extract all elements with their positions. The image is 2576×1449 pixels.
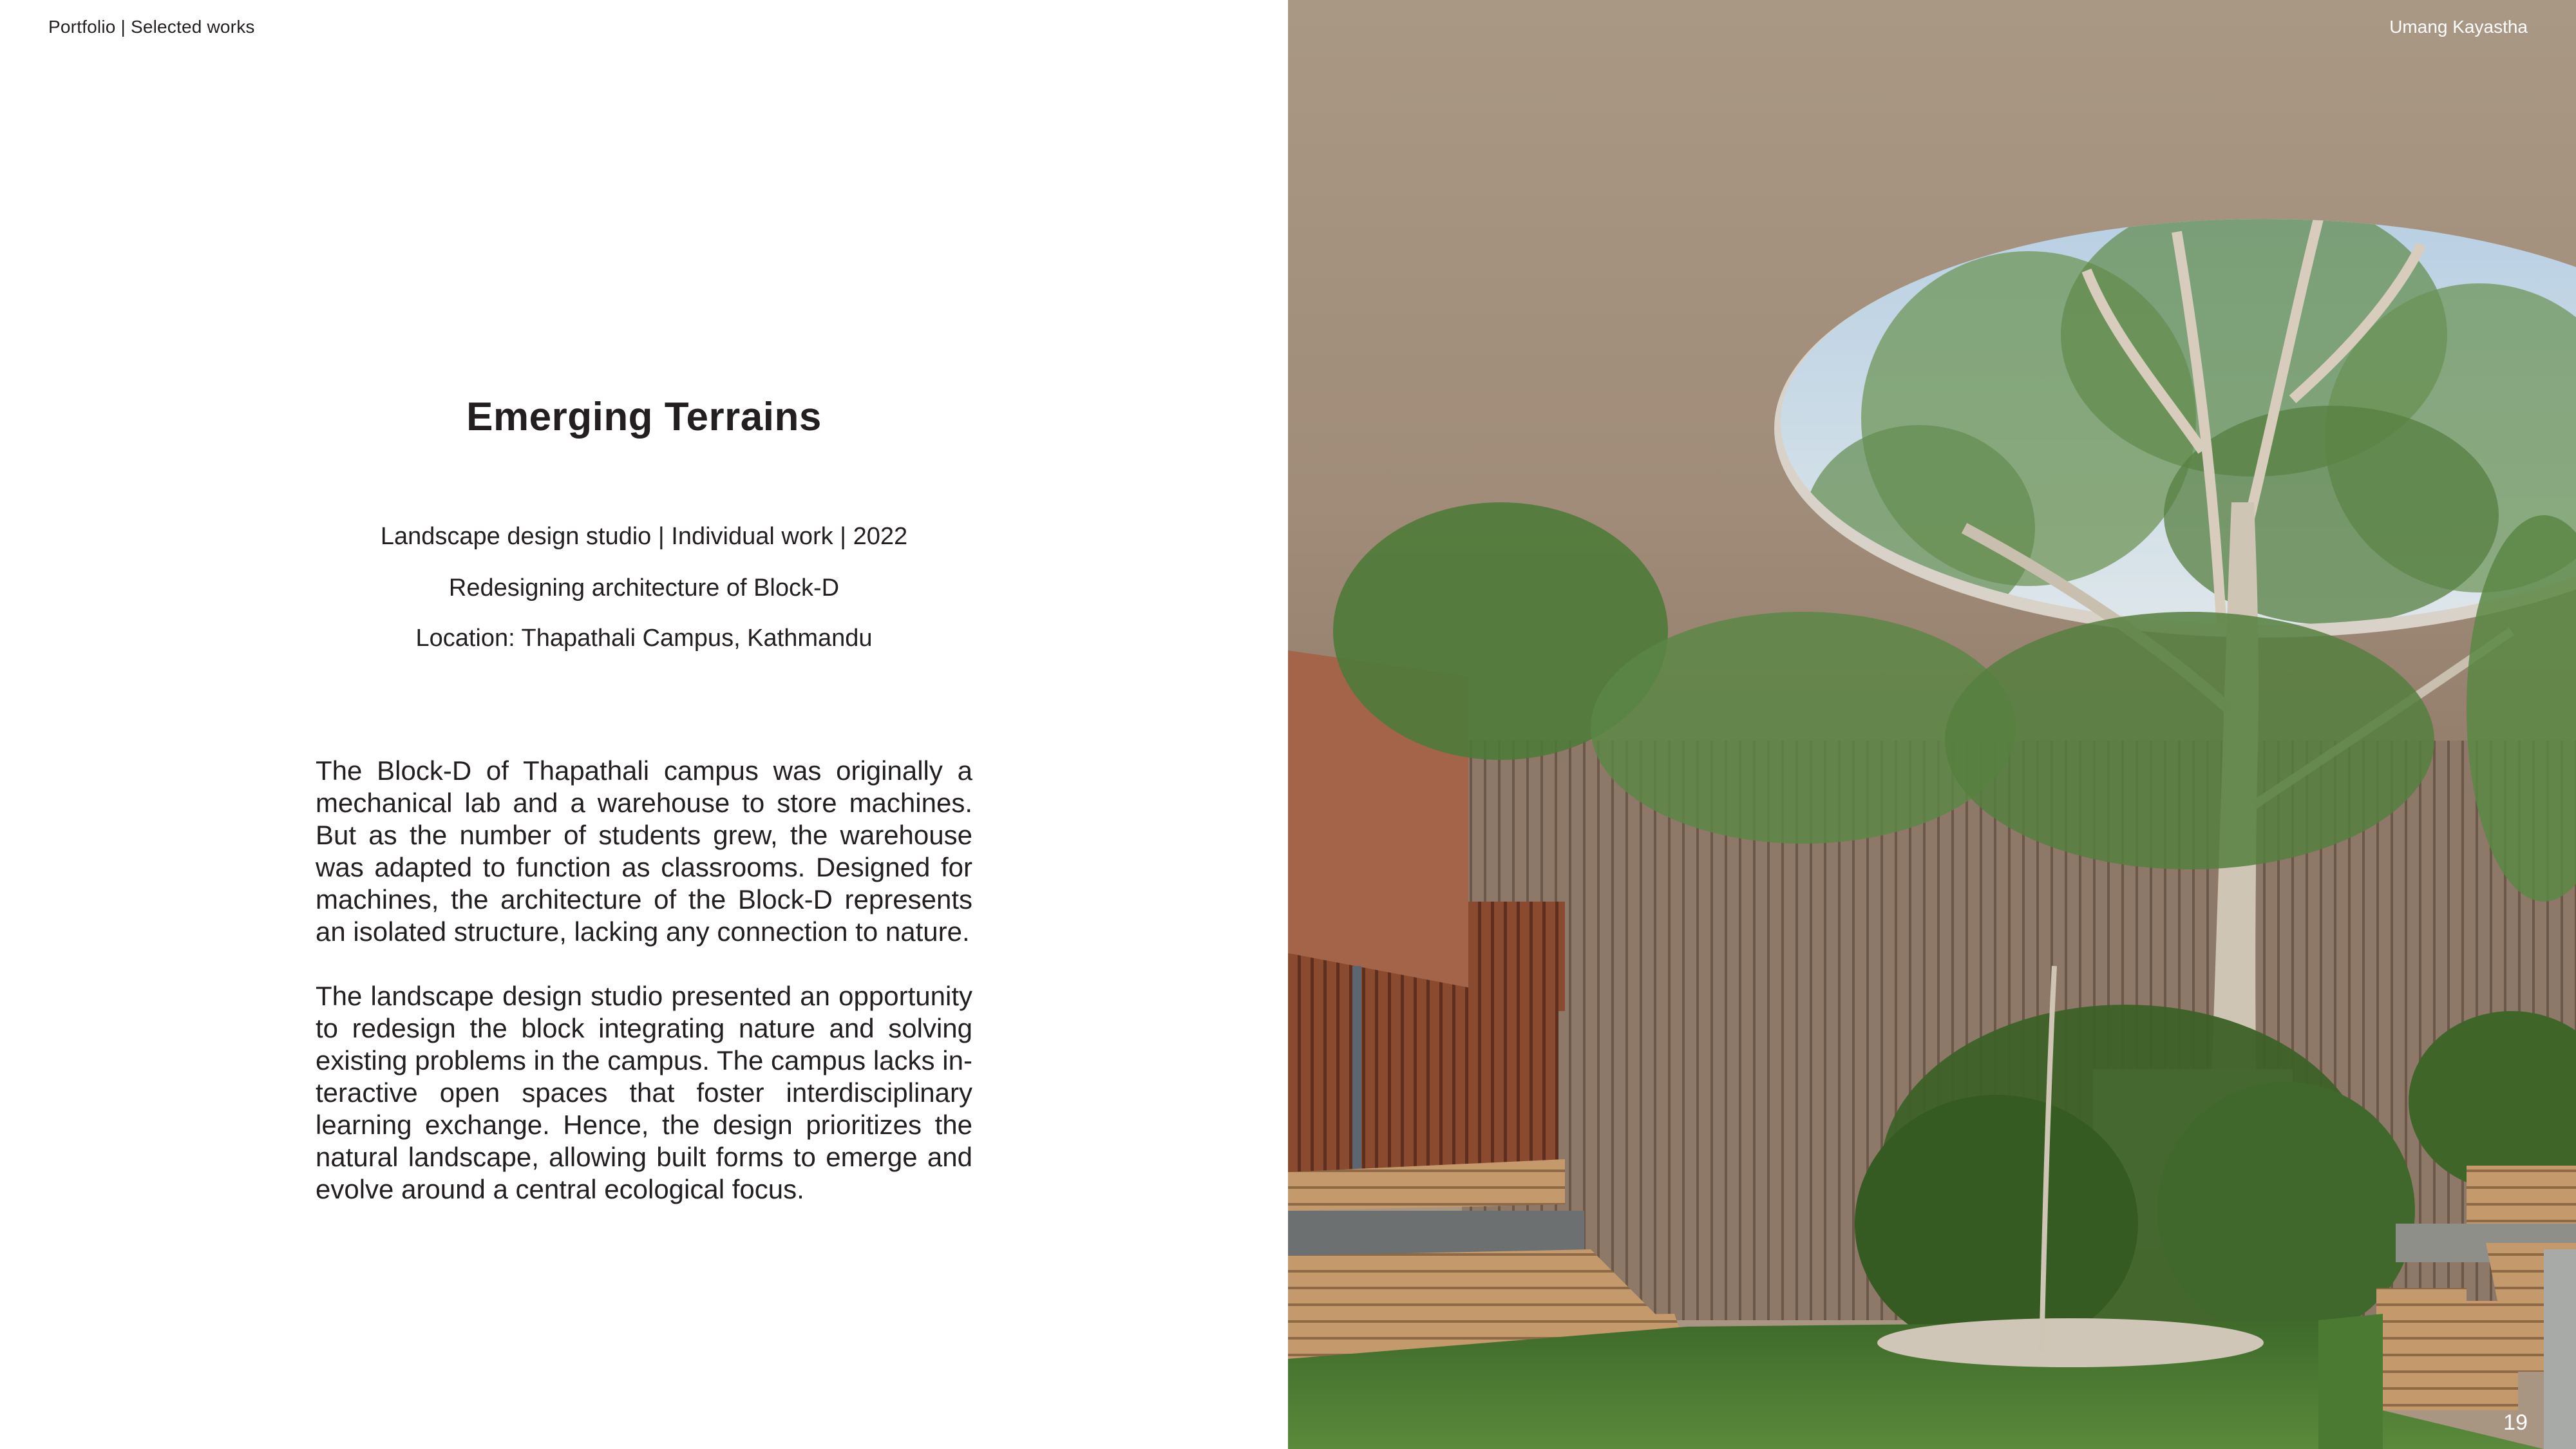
portfolio-header: Portfolio | Selected works bbox=[48, 17, 255, 37]
page-number: 19 bbox=[2503, 1410, 2528, 1435]
tree-pit bbox=[1877, 1318, 2264, 1367]
project-subtitle: Redesigning architecture of Block-D bbox=[448, 574, 840, 601]
wooden-steps-right bbox=[2467, 1166, 2576, 1224]
project-studio-info: Landscape design studio | Individual work | 2022 bbox=[380, 523, 908, 550]
project-title: Emerging Terrains bbox=[466, 395, 822, 439]
description-paragraph-2: The landscape design studio presented an opportunity to redesign the block integrating nature and solving existing problems in the campus. The campus lacks interactive open spaces that foster interdisciplinary learning exchange. Hence, the design prioritizes the natural landscape, allowing built forms to emerge and evolve around a central ecological focus. bbox=[316, 981, 972, 1204]
description-paragraph-1: The Block-D of Thapathali campus was originally a mechanical lab and a warehouse to store machines. But as the number of students grew, the warehouse was adapted to function as classrooms. Designed for machines, the architecture of the Block-D represents an isolated structure, lacking any connection to nature. bbox=[316, 755, 972, 947]
project-location: Location: Thapathali Campus, Kathmandu bbox=[415, 625, 873, 652]
author-name: Umang Kayastha bbox=[2389, 17, 2528, 37]
project-render-image bbox=[1288, 0, 2576, 1449]
balcony-railing bbox=[1468, 902, 1565, 1011]
courtyard-illustration bbox=[1288, 0, 2576, 1449]
